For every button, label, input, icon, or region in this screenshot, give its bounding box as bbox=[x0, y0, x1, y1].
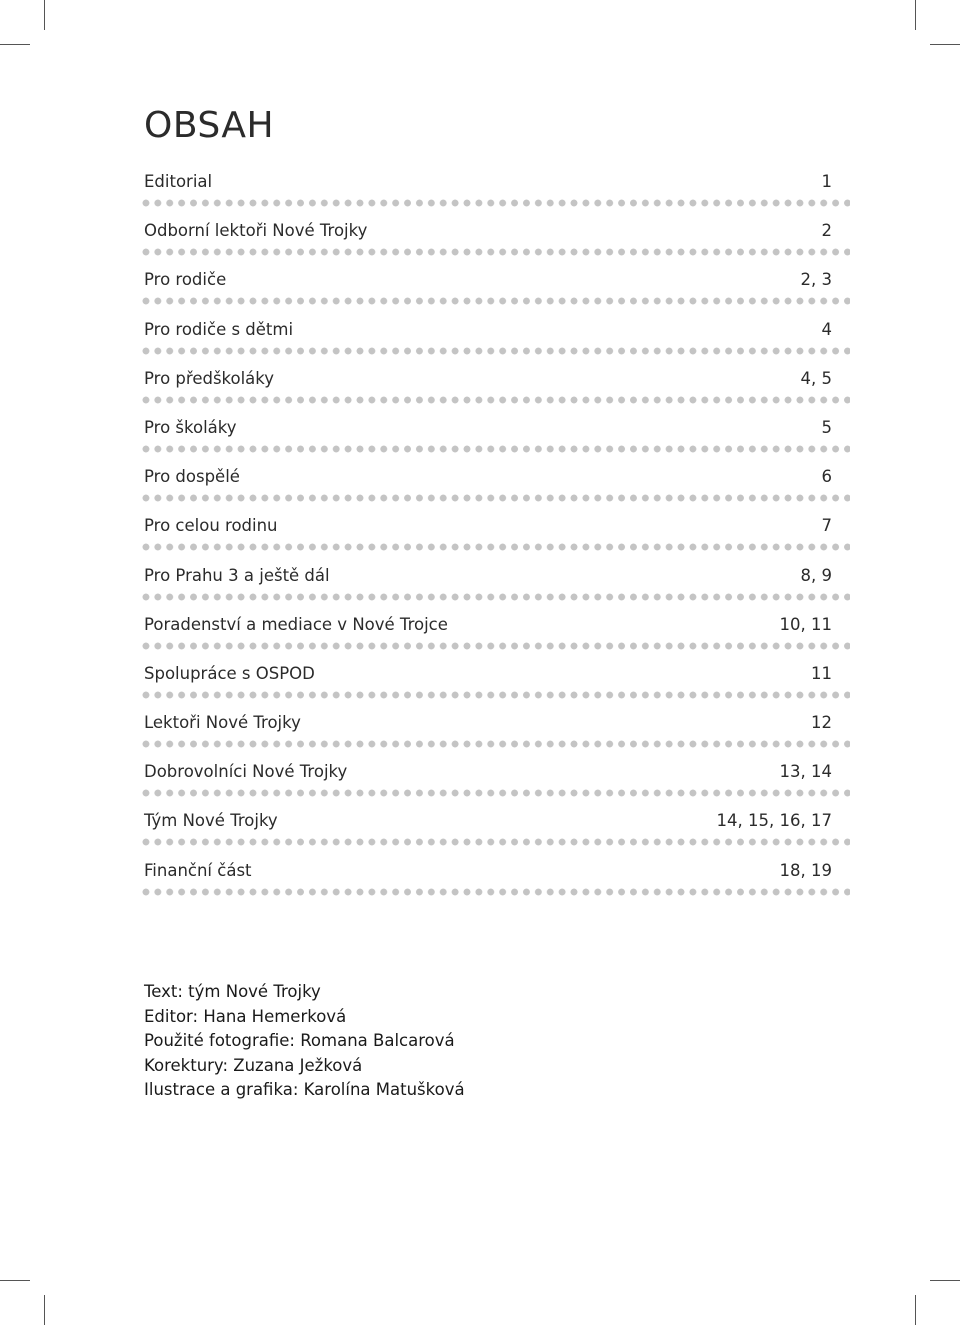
toc-entry-page: 5 bbox=[821, 417, 832, 437]
dotted-divider bbox=[140, 297, 850, 305]
toc-entry-page: 6 bbox=[821, 467, 832, 487]
toc-entry-label: Pro celou rodinu bbox=[144, 516, 278, 536]
dotted-divider bbox=[140, 642, 850, 650]
crop-mark-bottom-right-vertical bbox=[915, 1295, 916, 1325]
toc-row[interactable] bbox=[144, 463, 832, 512]
toc-row[interactable] bbox=[144, 660, 832, 709]
toc-entry-label: Pro školáky bbox=[144, 417, 237, 437]
toc-entry-page: 13, 14 bbox=[779, 762, 832, 782]
toc-row[interactable] bbox=[144, 414, 832, 463]
toc-entry-label: Odborní lektoři Nové Trojky bbox=[144, 221, 368, 241]
toc-entry-label: Pro předškoláky bbox=[144, 368, 275, 388]
dotted-divider bbox=[140, 888, 850, 896]
toc-entry-page: 18, 19 bbox=[779, 860, 832, 880]
dotted-divider bbox=[140, 740, 850, 748]
toc-entry-label: Pro rodiče bbox=[144, 270, 227, 290]
dotted-divider bbox=[140, 347, 850, 355]
crop-mark-top-right-vertical bbox=[915, 0, 916, 30]
toc-row[interactable] bbox=[144, 316, 832, 365]
toc-entry-page: 8, 9 bbox=[800, 565, 832, 585]
credit-editor: Editor: Hana Hemerková bbox=[144, 1006, 347, 1026]
dotted-divider bbox=[140, 248, 850, 256]
toc-entry-label: Dobrovolníci Nové Trojky bbox=[144, 762, 348, 782]
toc-row[interactable] bbox=[144, 611, 832, 660]
toc-entry-page: 2, 3 bbox=[800, 270, 832, 290]
toc-entry-page: 7 bbox=[821, 516, 832, 536]
toc-entry-label: Pro Prahu 3 a ještě dál bbox=[144, 565, 330, 585]
toc-row[interactable] bbox=[144, 758, 832, 807]
dotted-divider bbox=[140, 838, 850, 846]
dotted-divider bbox=[140, 445, 850, 453]
toc-row[interactable] bbox=[144, 857, 832, 906]
toc-entry-page: 14, 15, 16, 17 bbox=[716, 811, 832, 831]
crop-mark-bottom-right-horizontal bbox=[930, 1280, 960, 1281]
toc-entry-page: 10, 11 bbox=[779, 614, 832, 634]
toc-entry-page: 4, 5 bbox=[800, 368, 832, 388]
crop-mark-bottom-left-vertical bbox=[44, 1295, 45, 1325]
dotted-divider bbox=[140, 396, 850, 404]
dotted-divider bbox=[140, 593, 850, 601]
crop-mark-top-left-horizontal bbox=[0, 44, 30, 45]
toc-entry-label: Finanční část bbox=[144, 860, 252, 880]
dotted-divider bbox=[140, 543, 850, 551]
toc-entry-label: Spolupráce s OSPOD bbox=[144, 663, 315, 683]
toc-entry-label: Lektoři Nové Trojky bbox=[144, 713, 301, 733]
credits-block bbox=[144, 980, 465, 1103]
toc-entry-label: Pro dospělé bbox=[144, 467, 240, 487]
toc-row[interactable] bbox=[144, 709, 832, 758]
toc-entry-page: 11 bbox=[811, 663, 832, 683]
toc-row[interactable] bbox=[144, 217, 832, 266]
toc-entry-label: Tým Nové Trojky bbox=[144, 811, 278, 831]
toc-entry-page: 2 bbox=[821, 221, 832, 241]
toc-entry-label: Pro rodiče s dětmi bbox=[144, 319, 294, 339]
crop-mark-bottom-left-horizontal bbox=[0, 1280, 30, 1281]
credit-photos: Použité fotografie: Romana Balcarová bbox=[144, 1031, 455, 1051]
dotted-divider bbox=[140, 494, 850, 502]
toc-row[interactable] bbox=[144, 365, 832, 414]
crop-mark-top-left-vertical bbox=[44, 0, 45, 30]
toc-row[interactable] bbox=[144, 266, 832, 315]
toc-entry-page: 1 bbox=[821, 172, 832, 191]
credit-illustration: Ilustrace a grafika: Karolína Matušková bbox=[144, 1080, 465, 1100]
toc-row[interactable] bbox=[144, 562, 832, 611]
toc-entry-page: 4 bbox=[821, 319, 832, 339]
crop-mark-top-right-horizontal bbox=[930, 44, 960, 45]
toc-entry-page: 12 bbox=[811, 713, 832, 733]
dotted-divider bbox=[140, 789, 850, 797]
credit-text: Text: tým Nové Trojky bbox=[144, 982, 321, 1001]
toc-row[interactable] bbox=[144, 512, 832, 561]
toc-entry-label: Editorial bbox=[144, 172, 213, 191]
toc-entry-label: Poradenství a mediace v Nové Trojce bbox=[144, 614, 448, 634]
toc-row[interactable] bbox=[144, 168, 832, 217]
dotted-divider bbox=[140, 691, 850, 699]
dotted-divider bbox=[140, 199, 850, 207]
table-of-contents bbox=[144, 168, 832, 906]
page-title: OBSAH bbox=[144, 105, 275, 146]
credit-proofreading: Korektury: Zuzana Ježková bbox=[144, 1055, 363, 1075]
toc-row[interactable] bbox=[144, 807, 832, 856]
